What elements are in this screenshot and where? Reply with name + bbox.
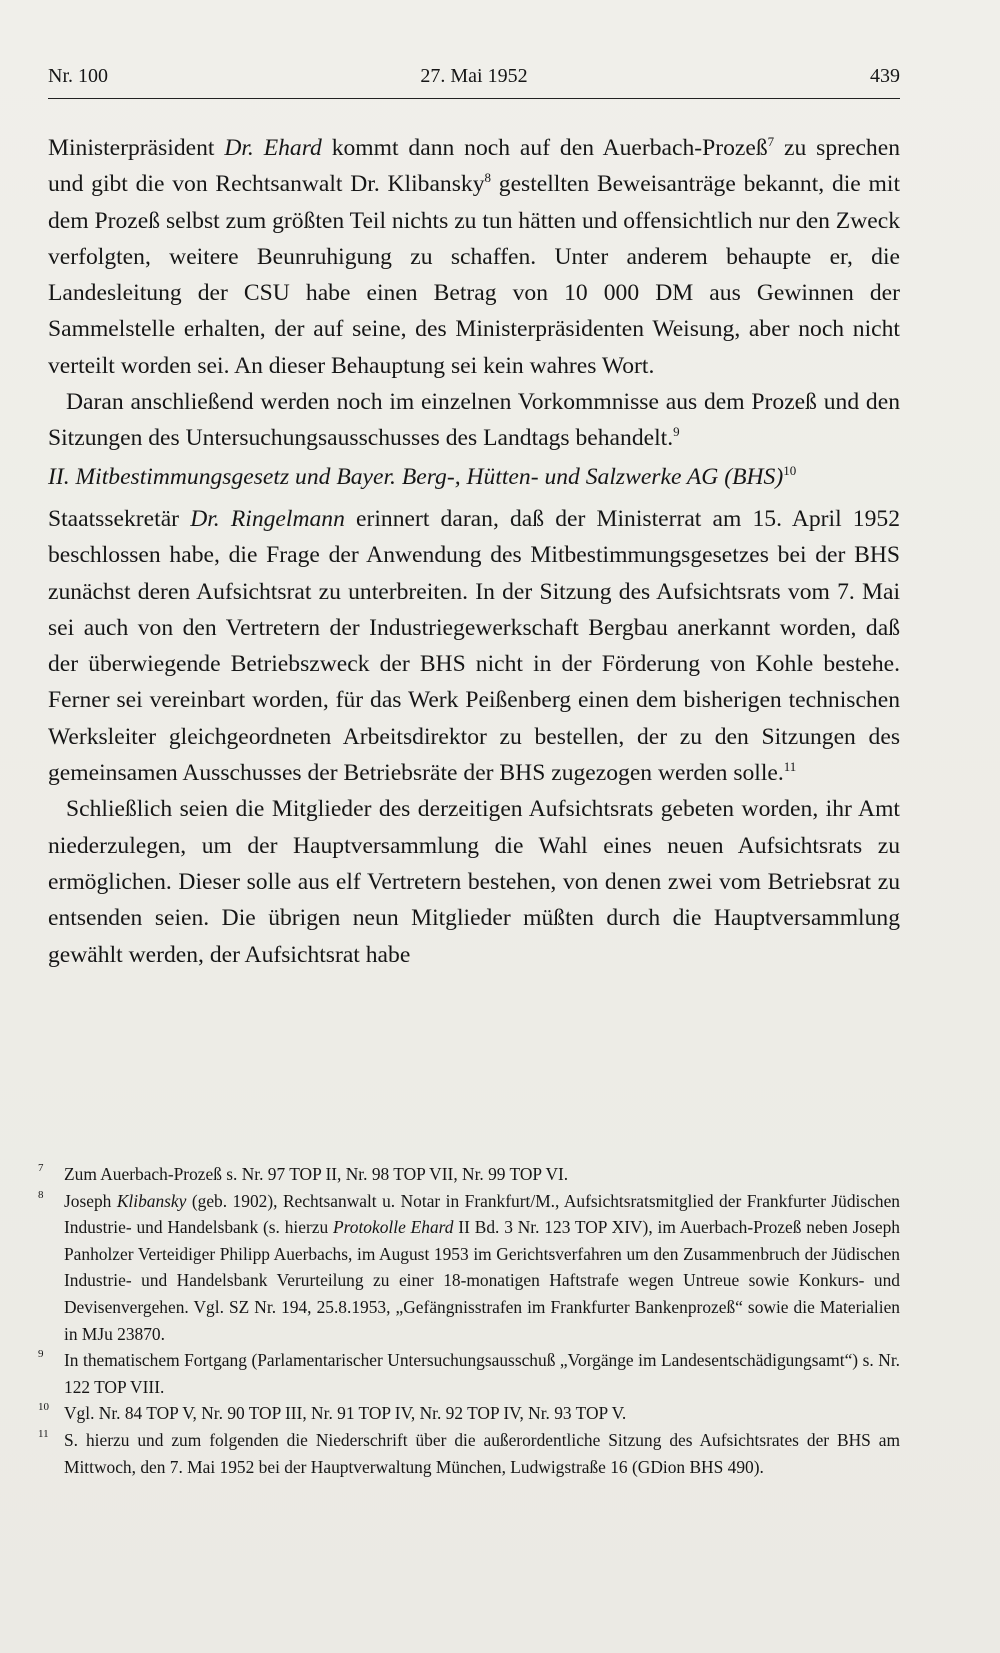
paragraph-auerbach — [48, 130, 900, 384]
paragraph-aufsichtsrat — [48, 791, 900, 972]
text-run: erinnert daran, daß der Ministerrat am 15. April 1952 beschlossen habe, die Frage der Anwendung des Mitbestimmungsgesetzes bei der BHS zunächst deren Aufsichtsrat zu unterbreiten. In der Sitzung des Aufsichtsrats vom 7. Mai sei auch von den Vertretern der Industriegewerkschaft Bergbau anerkannt worden, daß der überwiegende Betriebszweck der BHS nicht in der Förderung von Kohle bestehe. Ferner sei vereinbart worden, für das Werk Peißenberg einen dem bisherigen technischen Werksleiter gleichgeordneten Arbeitsdirektor zu bestellen, der zu den Sitzungen des gemeinsamen Ausschusses der Betriebsräte der BHS zugezogen werden solle. — [48, 505, 900, 787]
person-name: Dr. Ehard — [224, 135, 322, 161]
footnote-11 — [38, 1427, 900, 1480]
text-run: kommt dann noch auf den Auerbach-Prozeß — [321, 135, 768, 161]
text-run: zu sprechen und gibt die von Rechtsanwalt Dr. Klibansky — [48, 135, 900, 198]
person-name: Dr. Ringelmann — [190, 505, 345, 532]
footnote-ref-8[interactable]: 8 — [484, 170, 491, 186]
footnote-9 — [38, 1347, 900, 1400]
footnote-8 — [38, 1188, 900, 1348]
person-name: Klibansky — [116, 1190, 187, 1211]
paragraph-ringelmann — [48, 501, 900, 791]
footnote-10 — [38, 1400, 900, 1427]
footnotes — [38, 1161, 900, 1480]
footnote-ref-9[interactable]: 9 — [673, 424, 680, 440]
work-title: Protokolle Ehard — [333, 1217, 454, 1238]
footnote-number: 11 — [38, 1427, 49, 1440]
footnote-ref-10[interactable]: 10 — [783, 462, 797, 478]
footnote-number: 10 — [38, 1401, 49, 1414]
header-date: 27. Mai 1952 — [420, 65, 528, 87]
footnote-text: Zum Auerbach-Prozeß s. Nr. 97 TOP II, Nr. 98 TOP VII, Nr. 99 TOP VI. — [64, 1164, 569, 1184]
section-title: II. Mitbestimmungsgesetz und Bayer. Berg-, Hütten- und Salzwerke AG (BHS) — [48, 463, 784, 490]
footnote-text: S. hierzu und zum folgenden die Niederschrift über die außerordentliche Sitzung des Aufsichtsrates der BHS am Mittwoch, den 7. Mai 1952 bei der Hauptverwaltung München, Ludwigstraße 16 (GDion BHS 490). — [64, 1429, 900, 1477]
text-run: gestellten Beweisanträge bekannt, die mit dem Prozeß selbst zum größten Teil nichts zu tun hätten und offensichtlich nur den Zweck verfolgten, weitere Beunruhigung zu schaffen. Unter anderem behaupte er, die Landesleitung der CSU habe einen Betrag von 10 000 DM aus Gewinnen der Sammelstelle erhalten, der auf seine, des Ministerpräsidenten Weisung, aber noch nicht verteilt worden sei. An dieser Behauptung sei kein wahres Wort. — [48, 171, 901, 379]
text-run: Daran anschließend werden noch im einzelnen Vorkommnisse aus dem Prozeß und den Sitzungen des Untersuchungsausschusses des Landtags behandelt. — [48, 389, 900, 452]
footnote-number: 7 — [38, 1162, 44, 1174]
footnote-text: (geb. 1902), Rechtsanwalt u. Notar in Frankfurt/M., Aufsichtsratsmitglied der Frankfurter Jüdischen Industrie- und Handelsbank (s. hierzu — [64, 1190, 900, 1238]
main-text — [48, 130, 900, 973]
footnote-number: 8 — [38, 1188, 44, 1201]
footnote-number: 9 — [38, 1348, 44, 1361]
section-heading — [48, 459, 900, 495]
footnote-text: II Bd. 3 Nr. 123 TOP XIV), im Auerbach-Prozeß neben Joseph Panholzer Verteidiger Philipp Auerbachs, im August 1953 im Gerichtsverfahren um den Zusammenbruch der Jüdischen Industrie- und Handelsbank Verurteilung zu einer 18-monatigen Haftstrafe wegen Untreue sowie Konkurs- und Devisenvergehen. Vgl. SZ Nr. 194, 25.8.1953, „Gefängnisstrafen im Frankfurter Bankenprozeß“ sowie die Materialien in MJu 23870. — [64, 1217, 900, 1344]
text-run: Ministerpräsident — [48, 135, 225, 161]
footnote-text: In thematischem Fortgang (Parlamentarischer Untersuchungsausschuß „Vorgänge im Landesentschädigungsamt“) s. Nr. 122 TOP VIII. — [64, 1350, 900, 1397]
footnote-text: Joseph — [64, 1190, 117, 1211]
page-header — [48, 64, 900, 99]
text-run: Staatssekretär — [48, 505, 191, 532]
footnote-7 — [38, 1161, 900, 1188]
footnote-ref-11[interactable]: 11 — [783, 759, 797, 775]
page-number: 439 — [870, 65, 900, 87]
paragraph-proceedings — [48, 384, 900, 457]
footnote-ref-7[interactable]: 7 — [767, 134, 775, 150]
footnote-text: Vgl. Nr. 84 TOP V, Nr. 90 TOP III, Nr. 91 TOP IV, Nr. 92 TOP IV, Nr. 93 TOP V. — [64, 1403, 627, 1424]
document-number: Nr. 100 — [48, 65, 108, 87]
text-run: Schließlich seien die Mitglieder des derzeitigen Aufsichtsrats gebeten worden, ihr Amt niederzulegen, um der Hauptversammlung die Wahl eines neuen Aufsichtsrats zu ermöglichen. Dieser solle aus elf Vertretern bestehen, von denen zwei vom Betriebsrat zu entsenden seien. Die übrigen neun Mitglieder müßten durch die Hauptversammlung gewählt werden, der Aufsichtsrat habe — [48, 796, 900, 968]
